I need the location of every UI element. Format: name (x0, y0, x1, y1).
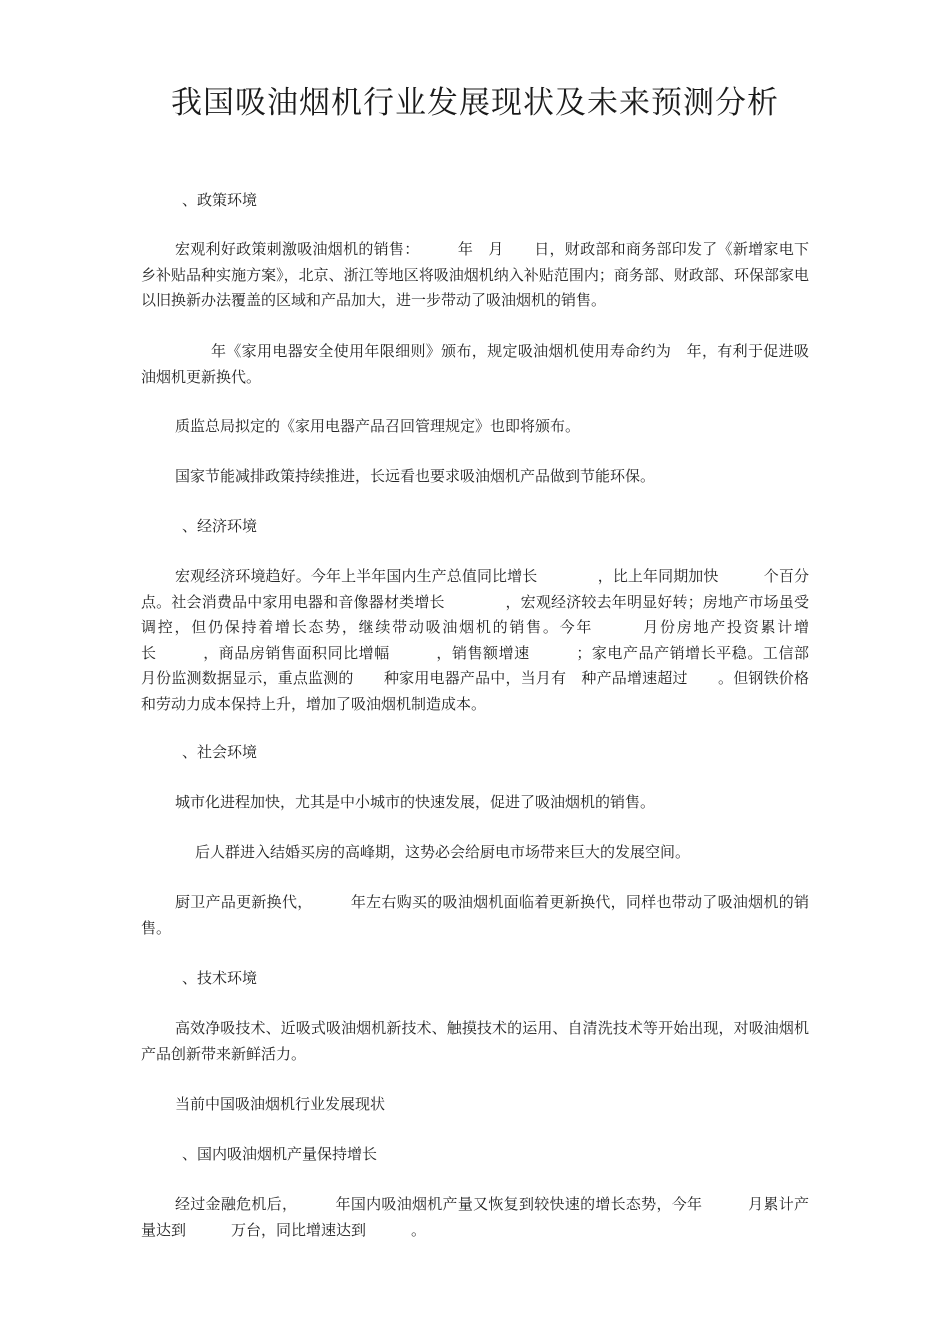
paragraph-society-2: 后人群进入结婚买房的高峰期，这势必会给厨电市场带来巨大的发展空间。 (195, 843, 691, 861)
section-heading-economy: 、经济环境 (182, 517, 258, 535)
paragraph-policy-2: 年《家用电器安全使用年限细则》颁布，规定吸油烟机使用寿命约为 年，有利于促进吸油烟机更新换代。 (141, 342, 809, 386)
paragraph-economy-1: 宏观经济环境趋好。今年上半年国内生产总值同比增长 ，比上年同期加快 个百分点。社会消费品中家用电器和音像器材类增长 ，宏观经济较去年明显好转；房地产市场虽受调控，但仍保持着增长态势，继续带动吸油烟机的销售。今年 月份房地产投资累计增长 ，商品房销售面积同比增幅 ，销售额增速 ；家电产品产销增长平稳。工信部 月份监测数据显示，重点监测的 种家用电器产品中，当月有 种产品增速超过 。但钢铁价格和劳动力成本保持上升，增加了吸油烟机制造成本。 (141, 567, 825, 713)
paragraph-policy-3: 质监总局拟定的《家用电器产品召回管理规定》也即将颁布。 (175, 417, 581, 435)
section-heading-tech: 、技术环境 (182, 969, 258, 987)
section-heading-output: 、国内吸油烟机产量保持增长 (182, 1145, 378, 1163)
paragraph-policy-4: 国家节能减排政策持续推进，长远看也要求吸油烟机产品做到节能环保。 (175, 467, 656, 485)
paragraph-society-1: 城市化进程加快，尤其是中小城市的快速发展，促进了吸油烟机的销售。 (175, 793, 656, 811)
paragraph-society-3: 厨卫产品更新换代， 年左右购买的吸油烟机面临着更新换代，同样也带动了吸油烟机的销售。 (141, 893, 809, 937)
paragraph-tech-1: 高效净吸技术、近吸式吸油烟机新技术、触摸技术的运用、自清洗技术等开始出现，对吸油烟机产品创新带来新鲜活力。 (141, 1019, 809, 1063)
paragraph-output-1: 经过金融危机后， 年国内吸油烟机产量又恢复到较快速的增长态势，今年 月累计产量达到 万台，同比增速达到 。 (141, 1195, 809, 1239)
section-heading-society: 、社会环境 (182, 743, 258, 761)
document-title: 我国吸油烟机行业发展现状及未来预测分析 (171, 85, 779, 121)
section-heading-current-status: 当前中国吸油烟机行业发展现状 (175, 1095, 386, 1113)
paragraph-policy-1: 宏观利好政策刺激吸油烟机的销售： 年 月 日，财政部和商务部印发了《新增家电下乡补贴品种实施方案》，北京、浙江等地区将吸油烟机纳入补贴范围内；商务部、财政部、环保部家电以旧换新办法覆盖的区域和产品加大，进一步带动了吸油烟机的销售。 (141, 240, 809, 309)
section-heading-policy: 、政策环境 (182, 191, 258, 209)
